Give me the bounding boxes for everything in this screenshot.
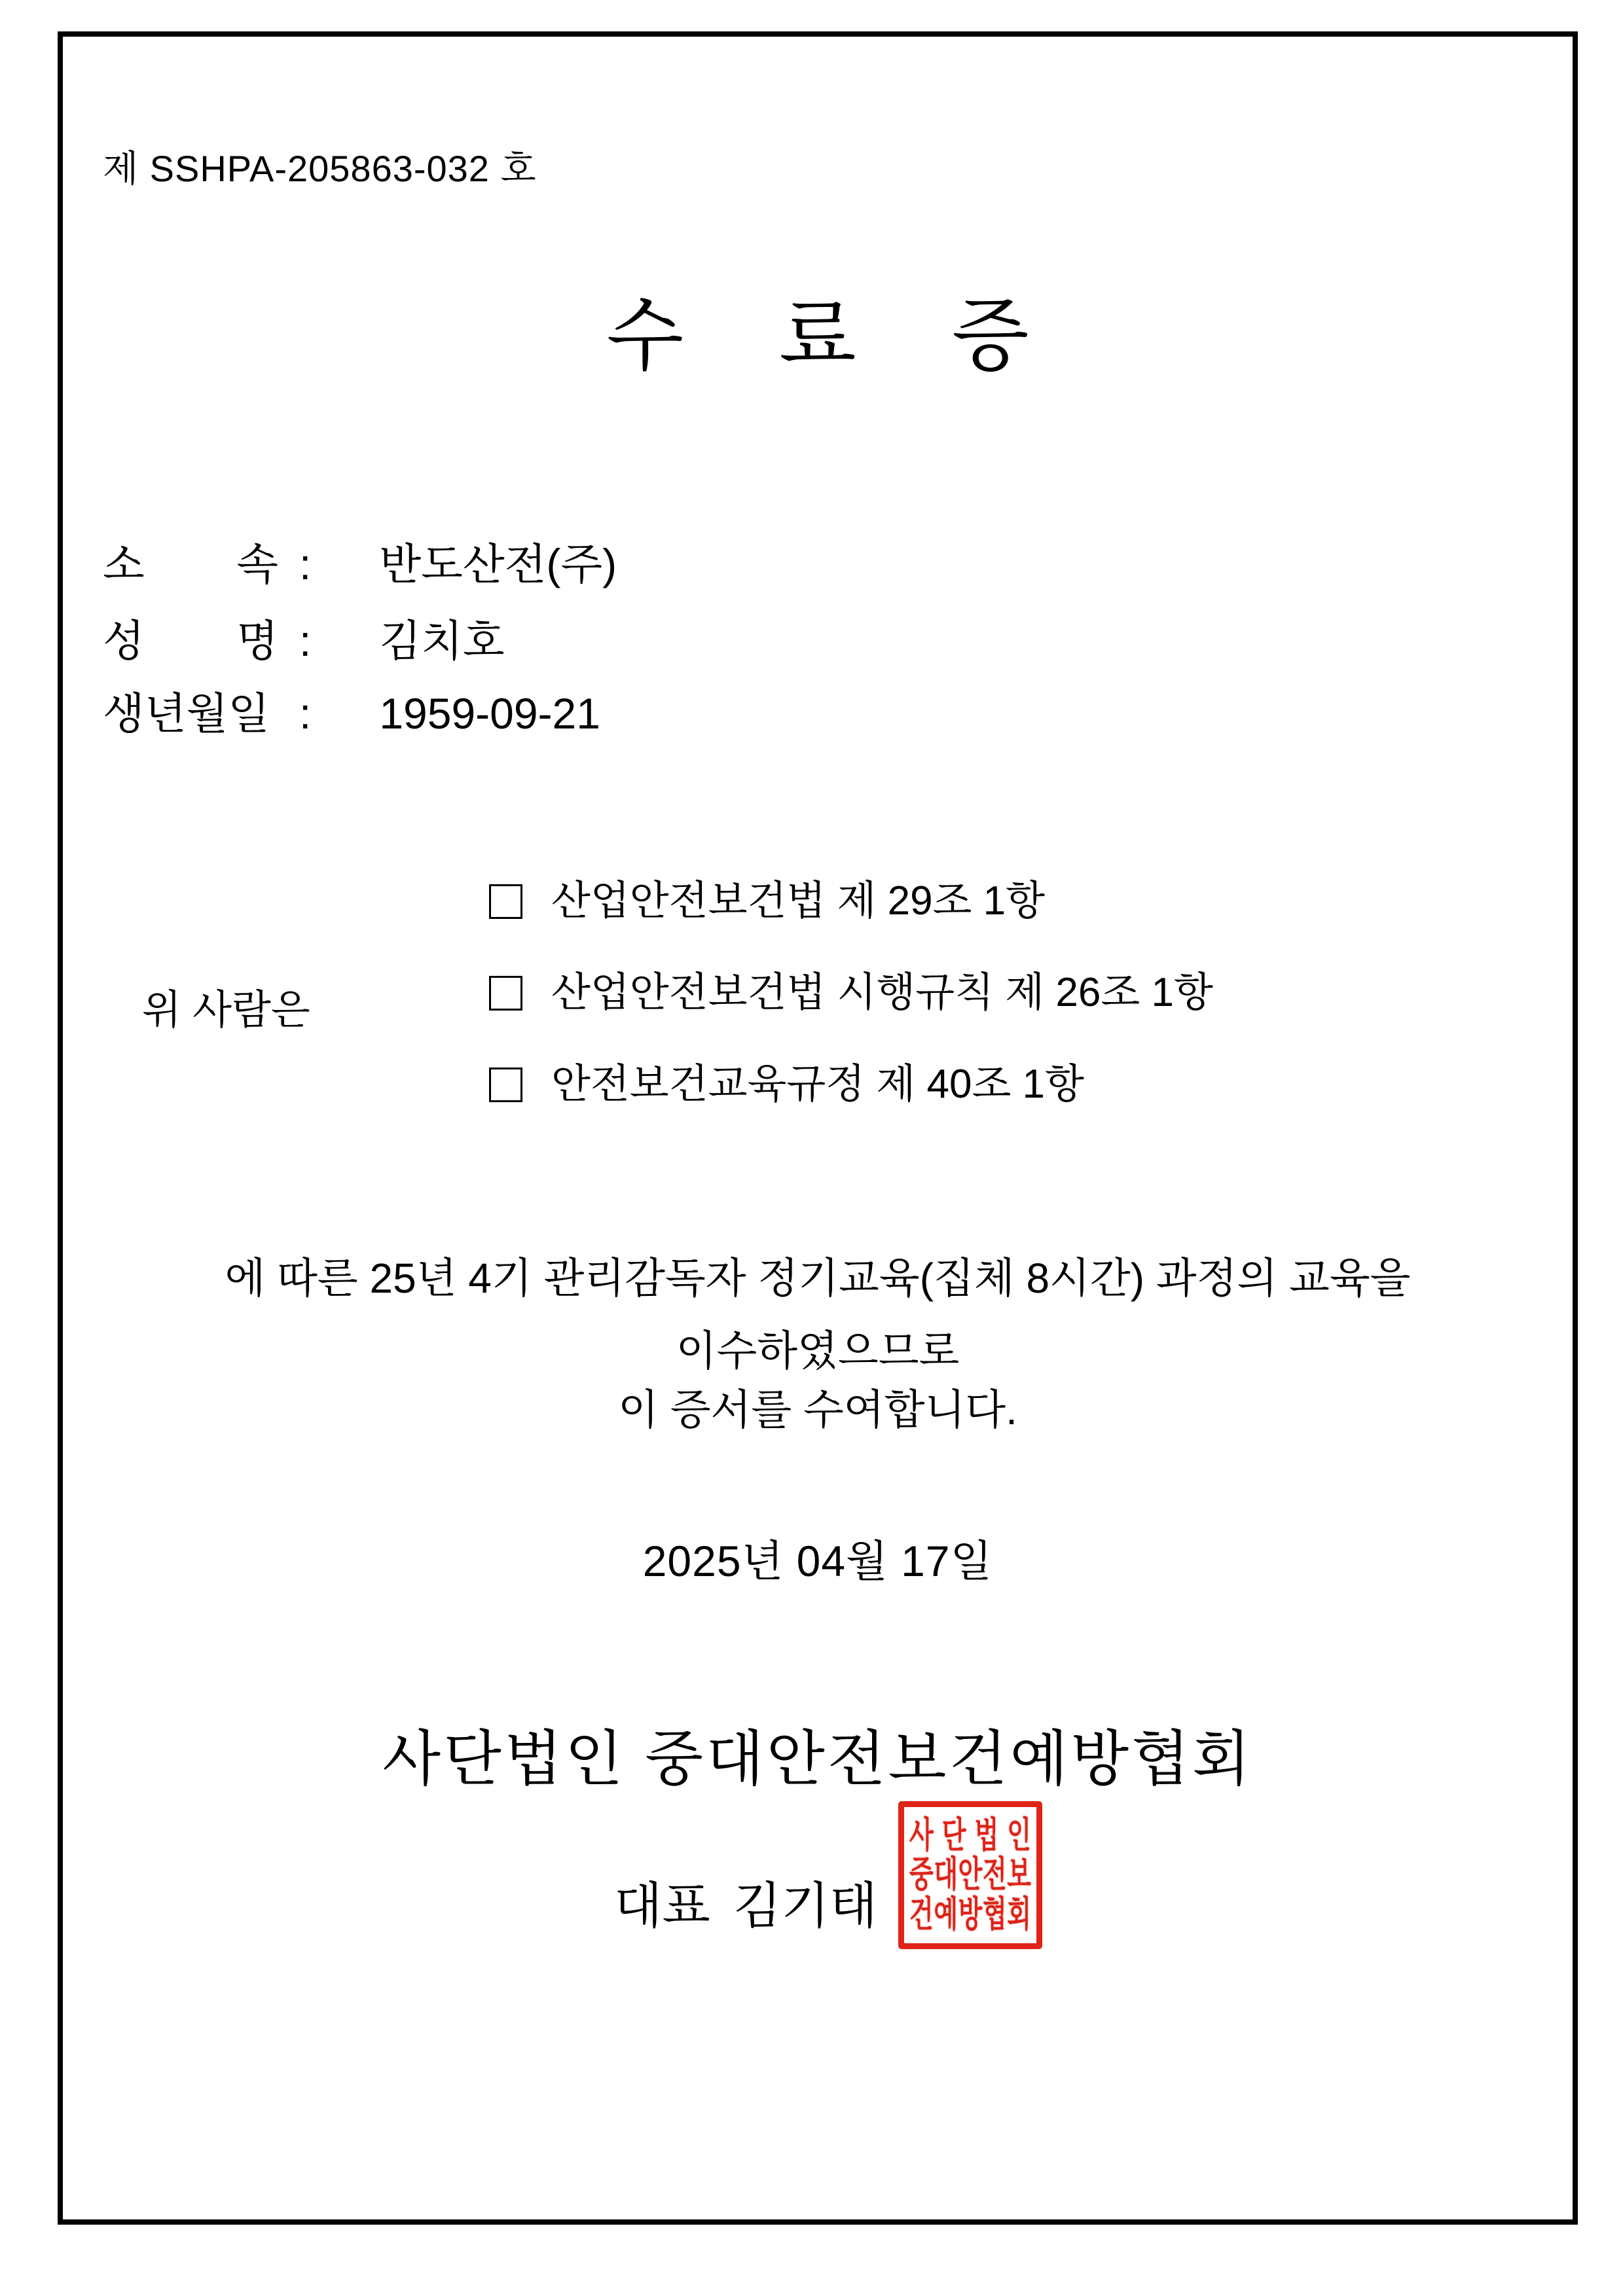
body-text-line: 이 증서를 수여합니다.: [618, 1386, 1017, 1433]
checkbox-icon-clause-1[interactable]: [489, 884, 522, 919]
seal-character: 안: [958, 1855, 983, 1895]
seal-character: 전: [982, 1855, 1007, 1895]
seal-text-row: [909, 1897, 1031, 1933]
birthdate-row: [103, 689, 600, 738]
seal-text-row: [909, 1857, 1031, 1893]
issue-date: 2025년 04월 17일: [642, 1537, 993, 1585]
affiliation-colon: :: [299, 540, 312, 588]
affiliation-row: [103, 540, 617, 588]
seal-character: 협: [982, 1895, 1007, 1935]
body-text-line: 에 따른 25년 4기 관리감독자 정기교육(집체 8시간) 과정의 교육을: [225, 1255, 1411, 1302]
name-label: 성 명: [103, 617, 278, 665]
checkbox-icon-clause-3[interactable]: [489, 1067, 522, 1102]
body-text-line: 이수하였으므로: [676, 1327, 960, 1374]
legal-clause-row: [489, 878, 1046, 924]
birthdate-colon: :: [299, 689, 312, 738]
seal-character: 보: [1007, 1855, 1031, 1895]
birthdate-label: 생년월일: [103, 689, 270, 738]
birthdate-value: 1959-09-21: [379, 689, 600, 738]
seal-character: 중: [909, 1855, 934, 1895]
subject-label: 위 사람은: [142, 988, 310, 1033]
seal-character: 예: [934, 1895, 958, 1935]
legal-clause-text: 안전보건교육규정 제 40조 1항: [551, 1062, 1084, 1107]
legal-clause-text: 산업안전보건법 시행규칙 제 26조 1항: [551, 970, 1213, 1015]
name-value: 김치호: [379, 617, 505, 665]
legal-clause-row: [489, 970, 1213, 1015]
organization-name: 사단법인 중대안전보건예방협회: [382, 1726, 1253, 1793]
affiliation-value: 반도산전(주): [379, 540, 617, 588]
official-seal-stamp: [898, 1801, 1042, 1949]
seal-character: 사: [909, 1816, 934, 1856]
name-colon: :: [299, 617, 312, 665]
seal-character: 법: [974, 1816, 999, 1856]
checkbox-icon-clause-2[interactable]: [489, 976, 522, 1011]
legal-clause-text: 산업안전보건법 제 29조 1항: [551, 878, 1046, 924]
seal-text-row: [909, 1818, 1031, 1854]
seal-character: 회: [1007, 1895, 1031, 1935]
seal-character: 건: [909, 1895, 934, 1935]
legal-clause-row: [489, 1064, 1084, 1105]
name-row: [103, 617, 505, 665]
seal-character: 대: [934, 1855, 958, 1895]
seal-character: 단: [941, 1816, 966, 1856]
representative-name: 대표 김기태: [614, 1878, 878, 1934]
seal-character: 인: [1007, 1816, 1031, 1856]
doc-number: 제 SSHPA-205863-032 호: [103, 148, 537, 189]
seal-character: 방: [958, 1895, 983, 1935]
affiliation-label: 소 속: [103, 540, 278, 588]
certificate-title: 수 료 증: [606, 291, 1029, 380]
